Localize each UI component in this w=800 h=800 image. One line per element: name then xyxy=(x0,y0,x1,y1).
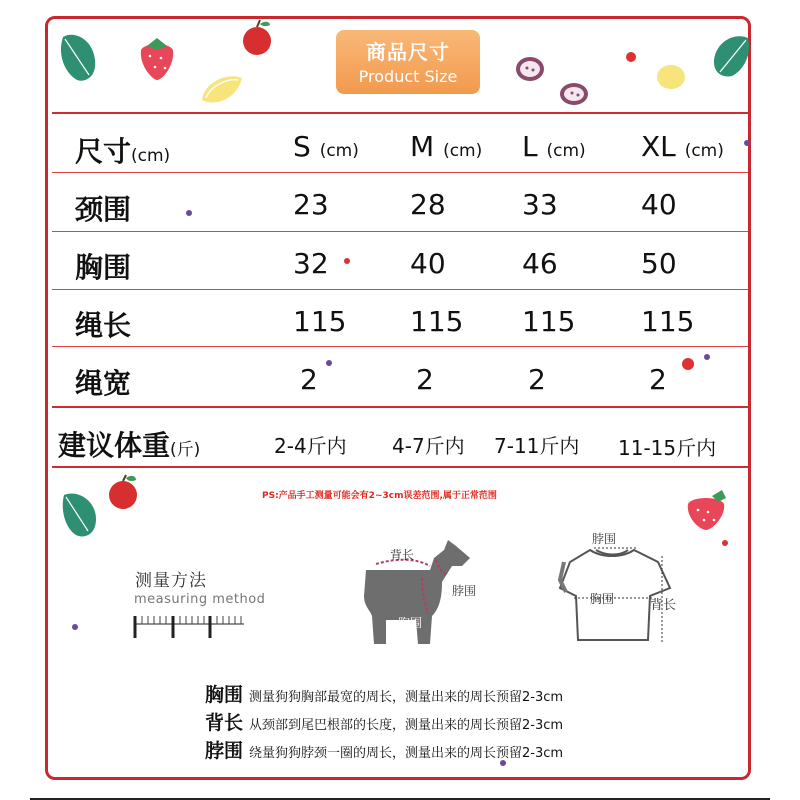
shirt-label-back: 背长 xyxy=(650,598,677,613)
table-cell: 2 xyxy=(649,363,667,396)
measurement-error-note: PS:产品手工测量可能会有2~3cm误差范围,属于正常范围 xyxy=(262,491,497,501)
decor-dot xyxy=(344,258,350,264)
apple-icon xyxy=(240,18,274,58)
weight-cell: 7-11斤内 xyxy=(494,434,580,458)
badge-title-en: Product Size xyxy=(358,67,458,86)
table-cell: 2 xyxy=(416,363,434,396)
table-cell: 46 xyxy=(522,247,558,280)
table-line xyxy=(52,112,748,114)
fig-icon xyxy=(556,78,592,110)
lemon-icon xyxy=(654,62,688,92)
row-label-weight: 建议体重(斤) xyxy=(58,429,201,462)
table-cell: 115 xyxy=(410,305,464,338)
row-label-chest: 胸围 xyxy=(75,251,132,284)
decor-dot xyxy=(326,360,332,366)
decor-dot xyxy=(744,140,750,146)
leaf-icon xyxy=(55,25,105,85)
table-cell: 2 xyxy=(528,363,546,396)
table-line xyxy=(52,231,748,232)
table-cell: 115 xyxy=(641,305,695,338)
table-cell: 50 xyxy=(641,247,677,280)
fig-icon xyxy=(512,52,548,86)
weight-cell: 11-15斤内 xyxy=(618,436,717,460)
badge-title-zh: 商品尺寸 xyxy=(366,40,450,64)
table-cell: 2 xyxy=(300,363,318,396)
size-header-l: L (cm) xyxy=(522,130,586,163)
decor-dot xyxy=(704,354,710,360)
decor-dot xyxy=(186,210,192,216)
apple-icon xyxy=(104,472,142,512)
shirt-label-chest: 胸围 xyxy=(590,592,615,606)
dog-label-chest: 胸围 xyxy=(398,616,423,630)
table-cell: 28 xyxy=(410,188,446,221)
size-header-m: M (cm) xyxy=(410,130,483,163)
description-chest: 胸围 测量狗狗胸部最宽的周长，测量出来的周长预留2-3cm xyxy=(205,684,564,706)
table-cell: 23 xyxy=(293,188,329,221)
weight-cell: 2-4斤内 xyxy=(274,434,347,458)
table-cell: 40 xyxy=(641,188,677,221)
dog-label-back: 背长 xyxy=(390,548,415,562)
table-line xyxy=(52,346,748,347)
product-size-badge xyxy=(336,30,480,94)
size-header-s: S (cm) xyxy=(293,130,359,163)
table-line xyxy=(52,466,748,468)
decor-dot xyxy=(72,624,78,630)
lemon-icon xyxy=(198,70,246,108)
table-line xyxy=(52,172,748,173)
decor-dot xyxy=(722,540,728,546)
description-back: 背长 从颈部到尾巴根部的长度，测量出来的周长预留2-3cm xyxy=(205,712,564,734)
table-cell: 32 xyxy=(293,247,329,280)
table-cell: 40 xyxy=(410,247,446,280)
table-cell: 115 xyxy=(293,305,347,338)
table-cell: 115 xyxy=(522,305,576,338)
table-line xyxy=(52,289,748,290)
leaf-icon xyxy=(58,485,102,541)
strawberry-icon xyxy=(684,488,730,532)
size-header-xl: XL (cm) xyxy=(641,130,724,163)
description-neck: 脖围 绕量狗狗脖颈一圈的周长，测量出来的周长预留2-3cm xyxy=(205,740,564,762)
row-label-leash-width: 绳宽 xyxy=(75,367,132,400)
table-corner-header: 尺寸(cm) xyxy=(75,135,171,168)
strawberry-icon xyxy=(135,32,179,82)
decor-dot xyxy=(682,358,694,370)
row-label-leash-length: 绳长 xyxy=(75,309,132,342)
weight-cell: 4-7斤内 xyxy=(392,434,465,458)
measuring-title-zh: 测量方法 xyxy=(135,571,207,591)
ruler-icon xyxy=(132,612,248,640)
row-label-neck: 颈围 xyxy=(75,193,132,226)
shirt-label-neck: 脖围 xyxy=(592,532,617,546)
leaf-icon xyxy=(708,28,754,80)
dog-label-neck: 脖围 xyxy=(452,584,477,598)
measuring-title-en: measuring method xyxy=(134,592,266,607)
table-cell: 33 xyxy=(522,188,558,221)
decor-dot xyxy=(626,52,636,62)
table-line xyxy=(52,406,748,408)
